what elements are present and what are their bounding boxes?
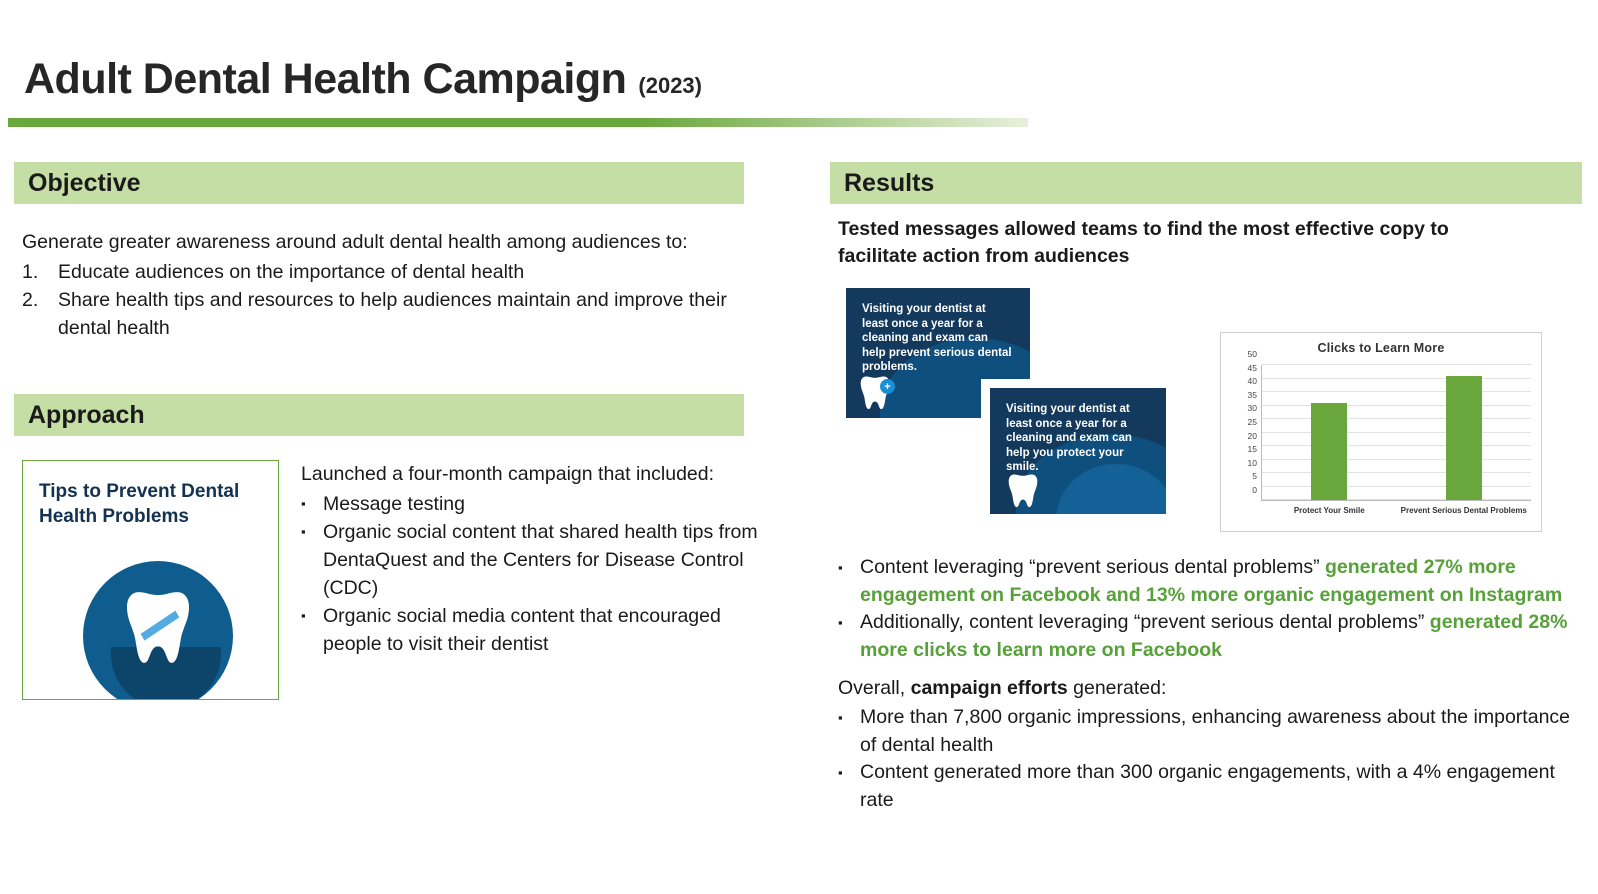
bullet-square-icon: ▪ — [838, 710, 843, 725]
section-header-results — [830, 162, 1582, 204]
tooth-icon — [127, 591, 189, 665]
section-header-objective — [14, 162, 744, 204]
approach-card-title: Tips to Prevent Dental Health Problems — [39, 481, 240, 527]
creative-a-text: Visiting your dentist at least once a year for a cleaning and exam can help prevent serious dental problems. — [862, 303, 1012, 373]
tooth-icon — [1008, 474, 1038, 508]
list-item-number: 1. — [22, 261, 39, 283]
chart-gridline — [1247, 457, 1531, 473]
list-item — [838, 609, 1586, 664]
objective-list — [22, 258, 732, 342]
title-divider — [8, 118, 1028, 127]
chart-gridline — [1252, 485, 1531, 500]
bullet-plain-text: Content leveraging “prevent serious dental problems” — [860, 556, 1326, 578]
approach-bullets — [301, 490, 762, 658]
chart-y-tick-label: 50 — [1247, 349, 1257, 359]
section-header-approach — [14, 394, 744, 436]
chart-gridline — [1247, 444, 1531, 460]
chart-y-tick-label: 40 — [1247, 376, 1257, 387]
chart-gridline — [1247, 430, 1531, 446]
list-item-text — [860, 554, 1586, 609]
bullet-square-icon: ▪ — [301, 608, 306, 623]
bullet-highlight-text: generated 28% more clicks to learn more on Facebook — [860, 611, 1568, 661]
results-bullets — [838, 554, 1586, 664]
list-item — [22, 286, 732, 342]
overall-bold: campaign efforts — [910, 677, 1068, 699]
results-media-row — [838, 280, 1586, 548]
chart-gridline — [1247, 362, 1531, 379]
chart-y-tick-label: 0 — [1252, 485, 1257, 495]
chart-clicks-to-learn-more — [1220, 332, 1542, 532]
approach-lead: Launched a four-month campaign that included: — [301, 463, 715, 485]
bullet-square-icon: ▪ — [838, 560, 843, 575]
creative-b-text: Visiting your dentist at least once a year for a cleaning and exam can help you protect your smile. — [1006, 403, 1132, 473]
chart-bar — [1293, 403, 1365, 515]
chart-gridline — [1247, 389, 1531, 406]
list-item-text: Organic social media content that encouraged people to visit their dentist — [323, 605, 721, 655]
approach-text-block — [301, 460, 762, 700]
chart-y-tick-label: 5 — [1252, 471, 1257, 482]
objective-body — [22, 228, 732, 342]
bullet-plain-text: Additionally, content leveraging “prevent serious dental problems” — [860, 611, 1430, 633]
approach-heading: Approach — [28, 400, 145, 429]
overall-suffix: generated: — [1067, 677, 1167, 699]
list-item — [301, 490, 762, 518]
approach-graphic-card — [22, 460, 279, 700]
overall-bullets — [838, 704, 1586, 814]
chart-y-tick-label: 25 — [1247, 417, 1257, 427]
chart-gridline — [1247, 376, 1531, 392]
chart-plot-area — [1247, 349, 1531, 515]
list-item-number: 2. — [22, 289, 39, 311]
list-item-text: Organic social content that shared health tips from DentaQuest and the Centers for Disease Control (CDC) — [323, 521, 758, 599]
list-item-text — [860, 609, 1586, 664]
results-lead: Tested messages allowed teams to find the most effective copy to facilitate action from audiences — [838, 218, 1449, 267]
title-text: Adult Dental Health Campaign — [24, 55, 627, 103]
chart-y-tick-label: 10 — [1247, 457, 1257, 468]
chart-y-tick-label: 45 — [1247, 362, 1257, 373]
page-title — [24, 55, 702, 104]
title-year: (2023) — [638, 73, 702, 98]
chart-y-tick-label: 30 — [1247, 403, 1257, 414]
chart-bar — [1400, 376, 1527, 515]
list-item-text: Share health tips and resources to help audiences maintain and improve their dental health — [58, 289, 727, 339]
chart-x-tick-label: Prevent Serious Dental Problems — [1400, 506, 1527, 515]
list-item-text: Educate audiences on the importance of dental health — [58, 261, 525, 283]
list-item-text: Message testing — [323, 493, 465, 515]
bullet-highlight-text: generated 27% more engagement on Facebook and 13% more organic engagement on Instagram — [860, 556, 1563, 606]
list-item-text: More than 7,800 organic impressions, enhancing awareness about the importance of dental health — [860, 706, 1571, 756]
objective-lead: Generate greater awareness around adult dental health among audiences to: — [22, 231, 688, 253]
approach-body — [22, 460, 762, 700]
plus-badge-icon: + — [880, 379, 895, 394]
list-item — [301, 602, 762, 658]
bullet-square-icon: ▪ — [301, 524, 306, 539]
bullet-square-icon: ▪ — [301, 496, 306, 511]
list-item — [838, 704, 1586, 759]
chart-y-tick-label: 20 — [1247, 430, 1257, 441]
objective-heading: Objective — [28, 168, 141, 197]
chart-y-tick-label: 15 — [1247, 444, 1257, 455]
chart-gridline — [1252, 471, 1531, 487]
creative-card-b — [982, 380, 1174, 522]
list-item — [838, 759, 1586, 814]
list-item — [22, 258, 732, 286]
bullet-square-icon: ▪ — [838, 615, 843, 630]
chart-x-tick-label: Protect Your Smile — [1293, 506, 1365, 515]
overall-prefix: Overall, — [838, 677, 911, 699]
chart-gridline — [1247, 417, 1531, 433]
overall-line — [838, 674, 1586, 702]
chart-y-tick-label: 35 — [1247, 389, 1257, 400]
list-item-text: Content generated more than 300 organic engagements, with a 4% engagement rate — [860, 761, 1555, 811]
chart-title: Clicks to Learn More — [1317, 341, 1445, 355]
list-item — [301, 518, 762, 602]
chart-gridline — [1247, 349, 1531, 365]
bullet-square-icon: ▪ — [838, 765, 843, 780]
results-heading: Results — [844, 168, 935, 197]
results-body — [838, 216, 1586, 814]
chart-gridline — [1247, 403, 1531, 419]
list-item — [838, 554, 1586, 609]
